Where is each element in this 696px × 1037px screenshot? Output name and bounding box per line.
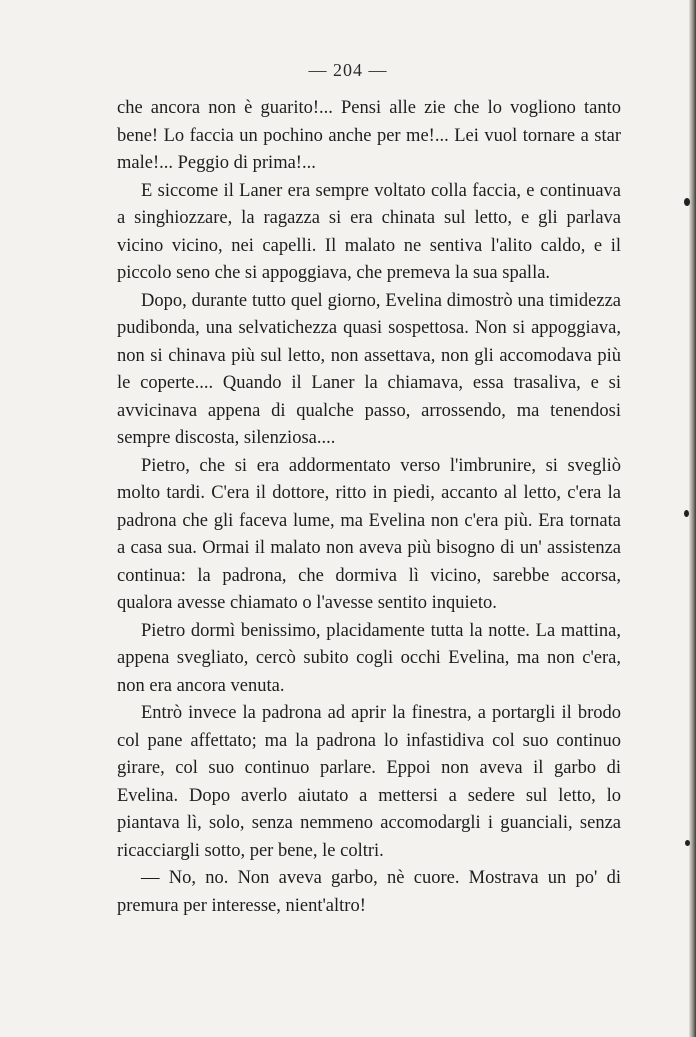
paragraph: che ancora non è guarito!... Pensi alle zie che lo vogliono tanto bene! Lo faccia un pochino anche per me!... Lei vuol tornare a star male!... Peggio di prima!... (117, 98, 621, 173)
paragraph: Pietro, che si era addormentato verso l'imbrunire, si svegliò molto tardi. C'era il dottore, ritto in piedi, accanto al letto, c'era la padrona che gli faceva lume, ma Evelina non c'era più. Era tornata a casa sua. Ormai il malato non aveva più bisogno di un' assistenza continua: la padrona, che dormiva lì vicino, sarebbe accorsa, qualora avesse chiamato o l'avesse sentito inquieto. (117, 455, 621, 613)
edge-mark (684, 510, 689, 517)
edge-mark (684, 198, 690, 206)
body-text (117, 95, 621, 920)
page-number: — 204 — (308, 60, 388, 80)
paragraph: Pietro dormì benissimo, placidamente tutta la notte. La mattina, appena svegliato, cercò subito cogli occhi Evelina, ma non c'era, non era ancora venuta. (117, 620, 621, 696)
paragraph: — No, no. Non aveva garbo, nè cuore. Mostrava un po' di premura per interesse, nient'altro! (117, 868, 621, 916)
page-edge-shadow (689, 0, 696, 1037)
paragraph: Dopo, durante tutto quel giorno, Evelina dimostrò una timidezza pudibonda, una selvatichezza quasi sospettosa. Non si appoggiava, non si chinava più sul letto, non assettava, non gli accomodava più le coperte.... Quando il Laner la chiamava, essa trasaliva, e si avvicinava appena di qualche passo, arrossendo, ma tenendosi sempre discosta, silenziosa.... (117, 290, 621, 448)
edge-mark (685, 840, 690, 846)
paragraph: Entrò invece la padrona ad aprir la finestra, a portargli il brodo col pane affettato; ma la padrona lo infastidiva col suo continuo girare, col suo continuo parlare. Eppoi non aveva il garbo di Evelina. Dopo averlo aiutato a mettersi a sedere sul letto, lo piantava lì, solo, senza nemmeno accomodargli i guanciali, senza ricacciargli sotto, per bene, le coltri. (117, 703, 621, 861)
paragraph: E siccome il Laner era sempre voltato colla faccia, e continuava a singhiozzare, la ragazza si era chinata sul letto, e gli parlava vicino vicino, nei capelli. Il malato ne sentiva l'alito caldo, e il piccolo seno che si appoggiava, che premeva la sua spalla. (117, 180, 621, 283)
